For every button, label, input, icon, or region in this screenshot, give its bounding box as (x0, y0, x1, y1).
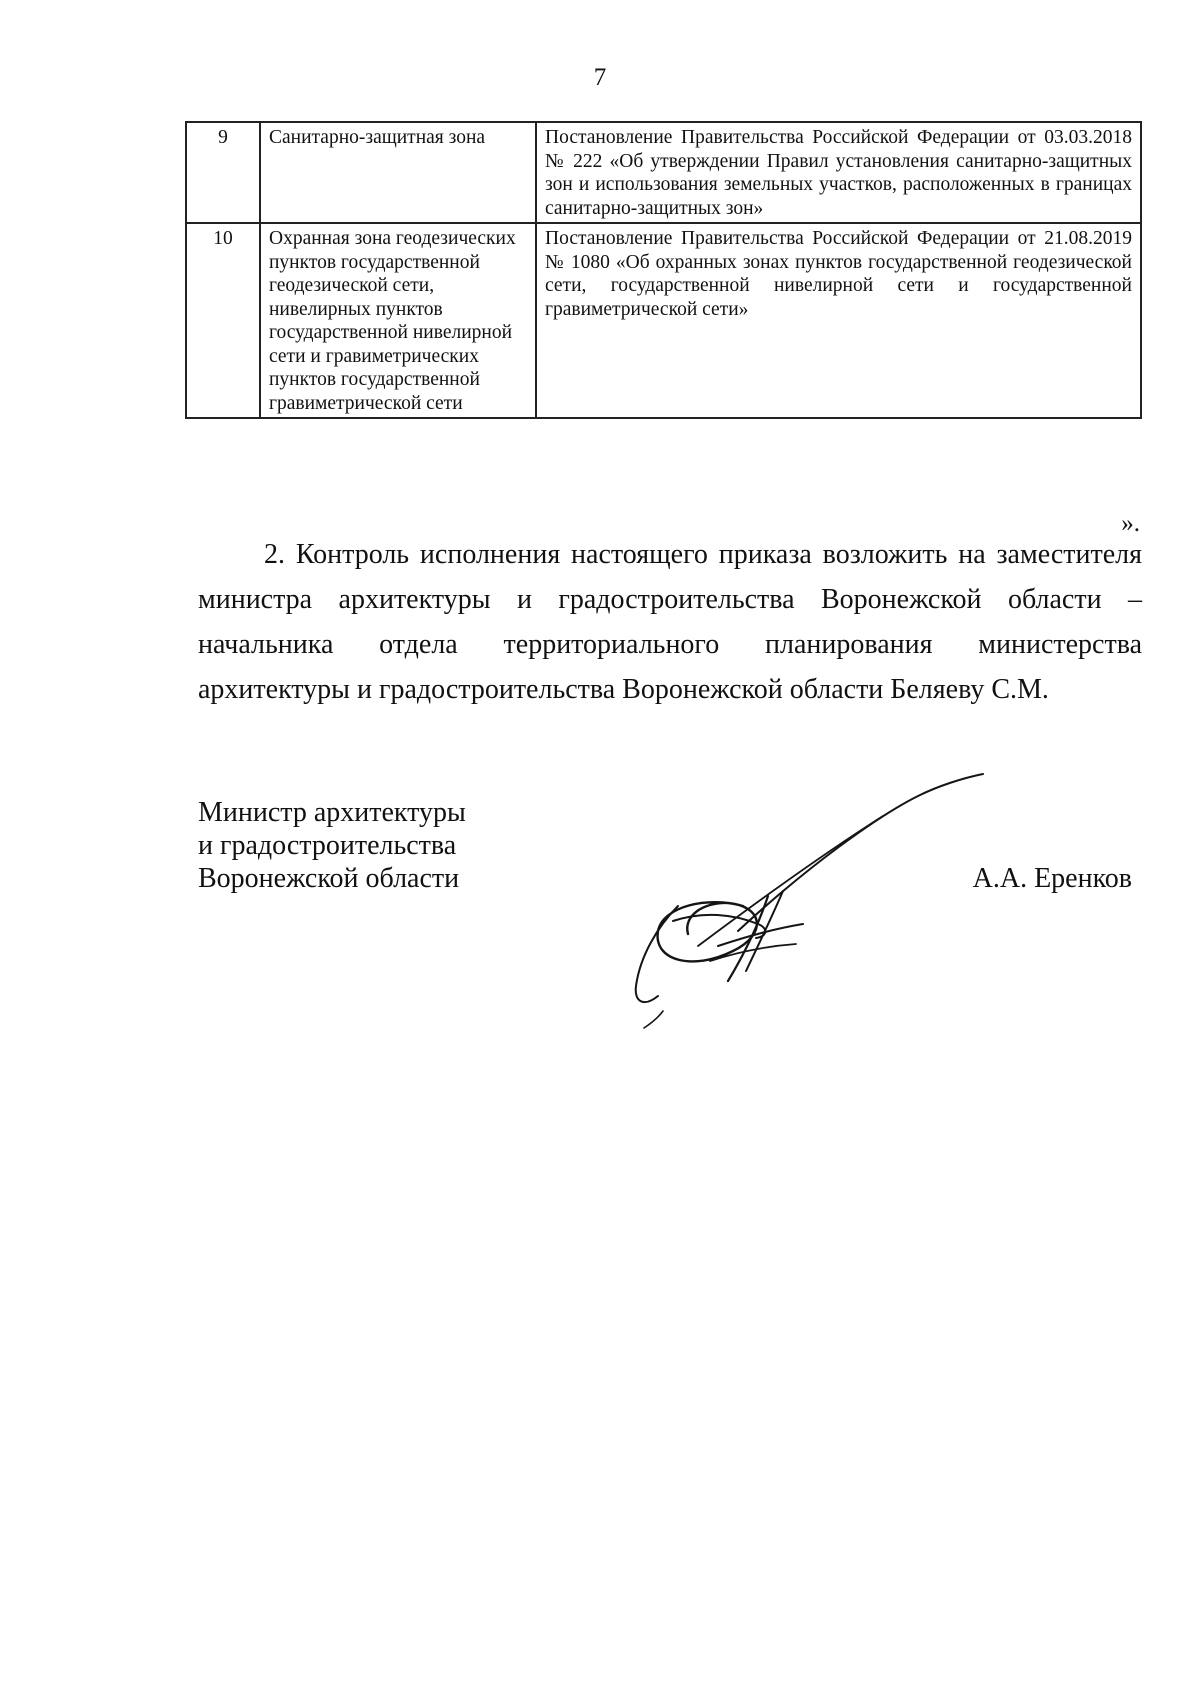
signature-block (198, 796, 1142, 1036)
control-paragraph: 2. Контроль исполнения настоящего приказа возложить на заместителя министра архитектуры и градостроительства Воронежской области – начальника отдела территориального планирования министерства архитектуры и градостроительства Воронежской области Беляеву С.М. (198, 539, 1142, 705)
zone-name: Санитарно-защитная зона (260, 122, 536, 223)
row-number: 9 (186, 122, 260, 223)
handwritten-signature (618, 756, 1008, 1036)
row-number: 10 (186, 223, 260, 418)
closing-quote: ». (1121, 510, 1140, 537)
position-line: Министр архитектуры (198, 797, 466, 828)
zones-table (185, 121, 1142, 419)
zone-name: Охранная зона геодезических пунктов государственной геодезической сети, нивелирных пунктов государственной нивелирной сети и гравиметрических пунктов государственной гравиметрической сети (260, 223, 536, 418)
position-line: и градостроительства (198, 830, 457, 861)
page-number: 7 (593, 64, 607, 91)
table-row (186, 122, 1141, 223)
position-line: Воронежской области (198, 863, 460, 894)
legal-basis: Постановление Правительства Российской Федерации от 21.08.2019 № 1080 «Об охранных зонах пунктов государственной геодезической сети, государственной нивелирной сети и государственной гравиметрической сети» (536, 223, 1141, 418)
legal-basis: Постановление Правительства Российской Федерации от 03.03.2018 № 222 «Об утверждении Правил установления санитарно-защитных зон и использования земельных участков, расположенных в границах санитарно-защитных зон» (536, 122, 1141, 223)
signer-name: А.А. Еренков (972, 863, 1132, 894)
signer-position (198, 796, 466, 895)
table-row (186, 223, 1141, 418)
